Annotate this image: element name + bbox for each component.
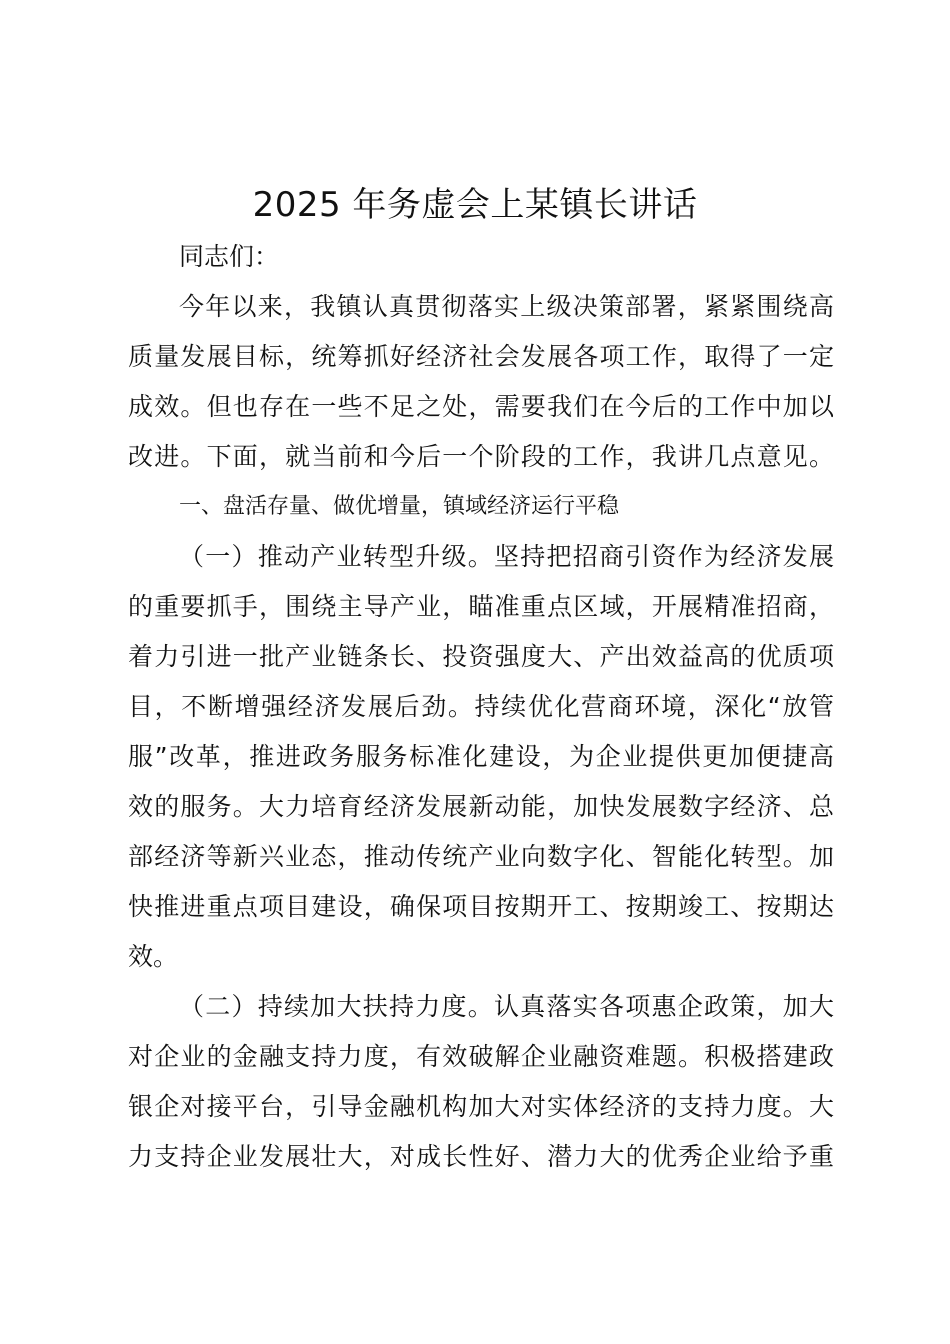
paragraph-line: 质量发展目标，统筹抓好经济社会发展各项工作，取得了一定	[128, 342, 834, 371]
paragraph-line: 着力引进一批产业链条长、投资强度大、产出效益高的优质项	[128, 642, 834, 671]
document-body	[128, 232, 834, 1182]
section-heading: 一、盘活存量、做优增量，镇域经济运行平稳	[179, 494, 620, 519]
paragraph-line: 力支持企业发展壮大，对成长性好、潜力大的优秀企业给予重	[128, 1142, 834, 1171]
paragraph-line: 成效。但也存在一些不足之处，需要我们在今后的工作中加以	[128, 392, 834, 421]
paragraph-line: 部经济等新兴业态，推动传统产业向数字化、智能化转型。加	[128, 842, 834, 871]
paragraph-line: （二）持续加大扶持力度。认真落实各项惠企政策，加大	[179, 992, 834, 1021]
paragraph-section-2	[128, 982, 834, 1182]
document-title: 2025 年务虚会上某镇长讲话	[252, 185, 698, 225]
paragraph-line: 目，不断增强经济发展后劲。持续优化营商环境，深化“放管	[128, 692, 834, 721]
paragraph-line: 银企对接平台，引导金融机构加大对实体经济的支持力度。大	[128, 1092, 834, 1121]
paragraph-line: 效的服务。大力培育经济发展新动能，加快发展数字经济、总	[128, 792, 834, 821]
salutation: 同志们：	[179, 242, 280, 271]
paragraph-line: 的重要抓手，围绕主导产业，瞄准重点区域，开展精准招商，	[128, 592, 834, 621]
paragraph-line: 效。	[128, 942, 179, 971]
paragraph-line: 对企业的金融支持力度，有效破解企业融资难题。积极搭建政	[128, 1042, 834, 1071]
paragraph-line: 改进。下面，就当前和今后一个阶段的工作，我讲几点意见。	[128, 442, 834, 471]
paragraph-line: 快推进重点项目建设，确保项目按期开工、按期竣工、按期达	[128, 892, 834, 921]
paragraph-intro	[128, 282, 834, 482]
paragraph-line: 服”改革，推进政务服务标准化建设，为企业提供更加便捷高	[128, 742, 834, 771]
paragraph-line: （一）推动产业转型升级。坚持把招商引资作为经济发展	[179, 542, 834, 571]
paragraph-section-1	[128, 532, 834, 982]
paragraph-line: 今年以来，我镇认真贯彻落实上级决策部署，紧紧围绕高	[179, 292, 834, 321]
